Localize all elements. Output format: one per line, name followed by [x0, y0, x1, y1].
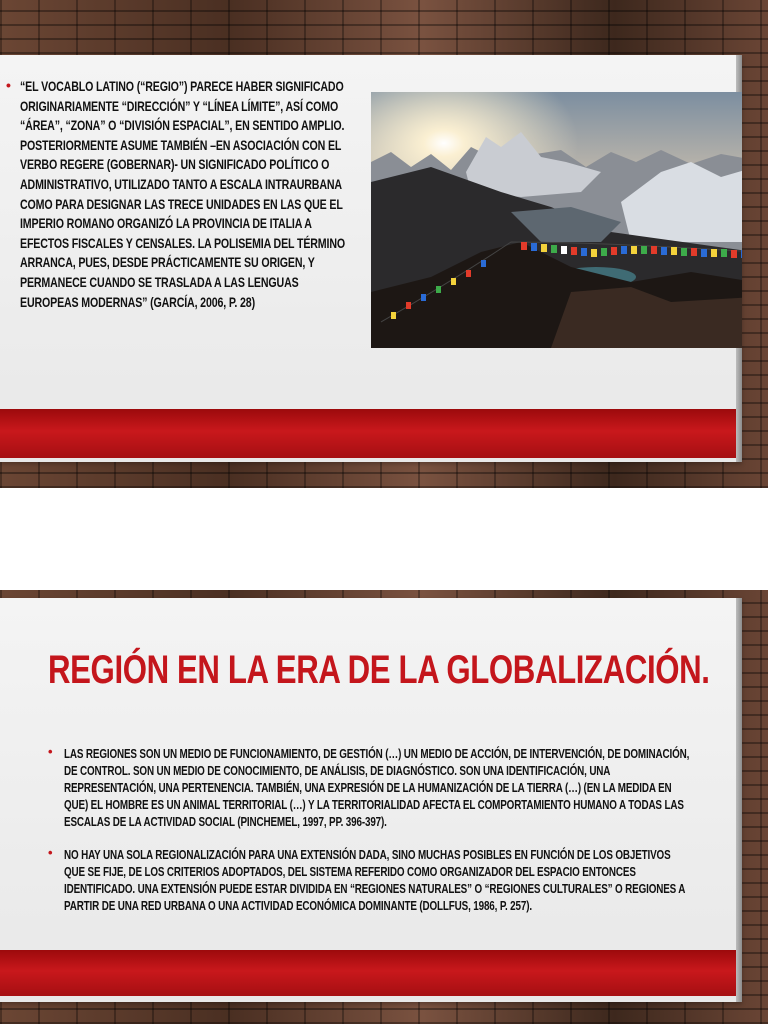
bullet-dot: •: [48, 744, 53, 759]
mountain-sunrise-icon: [371, 92, 742, 348]
bullet-dot: •: [48, 845, 53, 860]
slide-footer-bar: [0, 950, 736, 996]
mountain-photo: [371, 92, 742, 348]
slide-title: REGIÓN EN LA ERA DE LA GLOBALIZACIÓN.: [48, 648, 710, 692]
bullet-dot: •: [6, 77, 11, 93]
bullet-text-1: LAS REGIONES SON UN MEDIO DE FUNCIONAMIENTO, DE GESTIÓN (…) UN MEDIO DE ACCIÓN, DE INTERVENCIÓN, DE DOMINACIÓN, DE CONTROL. SON UN MEDIO DE CONOCIMIENTO, DE ANÁLISIS, DE DIAGNÓSTICO. SON UNA IDENTIFICACIÓN, UNA REPRESENTACIÓN, UNA PERTENENCIA. TAMBIÉN, UNA EXPRESIÓN DE LA HUMANIZACIÓN DE LA TIERRA (…) (EN LA MEDIDA EN QUE) EL HOMBRE ES UN ANIMAL TERRITORIAL (…) Y LA TERRITORIALIDAD AFECTA EL COMPORTAMIENTO HUMANO A TODAS LAS ESCALAS DE LA ACTIVIDAD SOCIAL (PINCHEMEL, 1997, PP. 396-397).: [64, 746, 690, 829]
slide-1: [0, 55, 742, 462]
page-gap: [0, 488, 768, 590]
quote-text: “EL VOCABLO LATINO (“REGIO”) PARECE HABER SIGNIFICADO ORIGINARIAMENTE “DIRECCIÓN” Y “LÍNEA LÍMITE”, ASÍ COMO “ÁREA”, “ZONA” O “DIVISIÓN ESPACIAL”, EN SENTIDO AMPLIO. POSTERIORMENTE ASUME TAMBIÉN –EN ASOCIACIÓN CON EL VERBO REGERE (GOBERNAR)- UN SIGNIFICADO POLÍTICO O ADMINISTRATIVO, UTILIZADO TANTO A ESCALA INTRAURBANA COMO PARA DESIGNAR LAS TRECE UNIDADES EN LAS QUE EL IMPERIO ROMANO ORGANIZÓ LA PROVINCIA DE ITALIA A EFECTOS FISCALES Y CENSALES. LA POLISEMIA DEL TÉRMINO ARRANCA, PUES, DESDE PRÁCTICAMENTE SU ORIGEN, Y PERMANECE CUANDO SE TRASLADA A LAS LENGUAS EUROPEAS MODERNAS” (GARCÍA, 2006, P. 28): [20, 78, 345, 310]
slide-edge: [736, 598, 742, 1002]
bullet-text-2: NO HAY UNA SOLA REGIONALIZACIÓN PARA UNA EXTENSIÓN DADA, SINO MUCHAS POSIBLES EN FUNCIÓN DE LOS OBJETIVOS QUE SE FIJE, DE LOS CRITERIOS ADOPTADOS, DEL SISTEMA REFERIDO COMO ORGANIZADOR DEL ESPACIO ENTONCES IDENTIFICADO. UNA EXTENSIÓN PUEDE ESTAR DIVIDIDA EN “REGIONES NATURALES” O “REGIONES CULTURALES” O REGIONES A PARTIR DE UNA RED URBANA O UNA ACTIVIDAD ECONÓMICA DOMINANTE (DOLLFUS, 1986, P. 257).: [64, 847, 685, 913]
slide-footer-bar: [0, 409, 736, 458]
